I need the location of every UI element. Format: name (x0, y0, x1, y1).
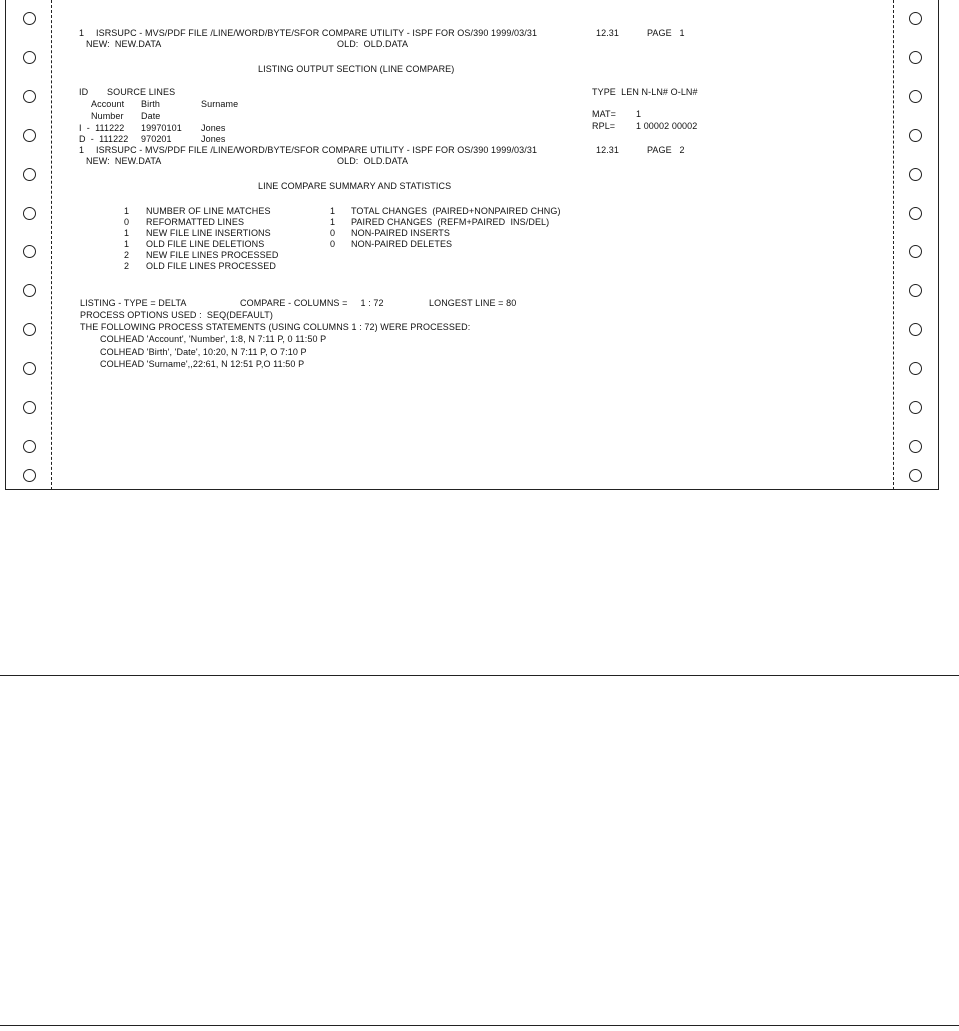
feed-hole (909, 469, 922, 482)
feed-hole (23, 401, 36, 414)
divider-line (0, 675, 959, 676)
feed-hole (23, 469, 36, 482)
stat-label: TOTAL CHANGES (PAIRED+NONPAIRED CHNG) (351, 206, 561, 216)
stat-value: 2 (124, 261, 130, 271)
summary-title: LINE COMPARE SUMMARY AND STATISTICS (258, 181, 452, 191)
process-options: PROCESS OPTIONS USED : SEQ(DEFAULT) (80, 310, 273, 320)
new-file-name: NEW: NEW.DATA (86, 39, 162, 49)
colhead-surname: Surname (201, 99, 239, 109)
header-line-number: 1 (79, 145, 85, 155)
right-perforation-line (893, 0, 894, 490)
longest-line: LONGEST LINE = 80 (429, 298, 517, 308)
source-lines-header: SOURCE LINES (107, 87, 176, 97)
feed-hole (909, 362, 922, 375)
old-file-name: OLD: OLD.DATA (337, 39, 409, 49)
stat-label: OLD FILE LINE DELETIONS (146, 239, 265, 249)
feed-hole (909, 129, 922, 142)
stat-value: 0 (124, 217, 130, 227)
mat-value: 1 (636, 109, 642, 119)
colhead-birth: Birth (141, 99, 161, 109)
stat-label: NEW FILE LINES PROCESSED (146, 250, 279, 260)
rpl-label: RPL= (592, 121, 616, 131)
delete-row-date: 970201 (141, 134, 172, 144)
stat-label: NEW FILE LINE INSERTIONS (146, 228, 271, 238)
feed-hole (909, 401, 922, 414)
feed-hole (23, 440, 36, 453)
divider-line (0, 1025, 959, 1026)
header-line-number: 1 (79, 28, 85, 38)
feed-hole (23, 12, 36, 25)
stat-value: 0 (330, 228, 336, 238)
feed-hole (909, 440, 922, 453)
header-time: 12.31 (596, 28, 620, 38)
feed-hole (23, 207, 36, 220)
colhead-statement: COLHEAD 'Birth', 'Date', 10:20, N 7:11 P, O 7:10 P (100, 347, 307, 357)
header-title: ISRSUPC - MVS/PDF FILE /LINE/WORD/BYTE/SFOR COMPARE UTILITY - ISPF FOR OS/390 1999/03/31 (96, 145, 538, 155)
stat-label: REFORMATTED LINES (146, 217, 245, 227)
feed-hole (909, 168, 922, 181)
listing-type: LISTING - TYPE = DELTA (80, 298, 187, 308)
colhead-statement: COLHEAD 'Surname',,22:61, N 12:51 P,O 11:50 P (100, 359, 305, 369)
process-statements-header: THE FOLLOWING PROCESS STATEMENTS (USING COLUMNS 1 : 72) WERE PROCESSED: (80, 322, 471, 332)
feed-hole (23, 323, 36, 336)
colhead-number: Number (91, 111, 124, 121)
compare-columns: COMPARE - COLUMNS = 1 : 72 (240, 298, 384, 308)
feed-hole (909, 207, 922, 220)
stat-label: OLD FILE LINES PROCESSED (146, 261, 276, 271)
insert-row-date: 19970101 (141, 123, 182, 133)
feed-hole (23, 129, 36, 142)
insert-row-id: I - 111222 (79, 123, 125, 133)
type-column-header: TYPE LEN N-LN# O-LN# (592, 87, 698, 97)
stat-value: 1 (124, 206, 130, 216)
feed-hole (23, 168, 36, 181)
colhead-statement: COLHEAD 'Account', 'Number', 1:8, N 7:11 P, 0 11:50 P (100, 334, 327, 344)
section-title: LISTING OUTPUT SECTION (LINE COMPARE) (258, 64, 455, 74)
feed-hole (23, 51, 36, 64)
header-time: 12.31 (596, 145, 620, 155)
header-page: PAGE 2 (647, 145, 685, 155)
delete-row-name: Jones (201, 134, 226, 144)
feed-hole (23, 245, 36, 258)
insert-row-name: Jones (201, 123, 226, 133)
feed-hole (909, 51, 922, 64)
colhead-date: Date (141, 111, 161, 121)
feed-hole (909, 12, 922, 25)
stat-value: 0 (330, 239, 336, 249)
stat-label: PAIRED CHANGES (REFM+PAIRED INS/DEL) (351, 217, 550, 227)
mat-label: MAT= (592, 109, 616, 119)
stat-value: 2 (124, 250, 130, 260)
header-page: PAGE 1 (647, 28, 685, 38)
new-file-name: NEW: NEW.DATA (86, 156, 162, 166)
feed-hole (23, 90, 36, 103)
header-title: ISRSUPC - MVS/PDF FILE /LINE/WORD/BYTE/SFOR COMPARE UTILITY - ISPF FOR OS/390 1999/03/31 (96, 28, 538, 38)
feed-hole (23, 362, 36, 375)
id-column-header: ID (79, 87, 89, 97)
stat-value: 1 (124, 228, 130, 238)
delete-row-id: D - 111222 (79, 134, 129, 144)
feed-hole (909, 284, 922, 297)
feed-hole (909, 323, 922, 336)
stat-value: 1 (330, 217, 336, 227)
stat-label: NUMBER OF LINE MATCHES (146, 206, 271, 216)
feed-hole (909, 90, 922, 103)
colhead-account: Account (91, 99, 125, 109)
stat-label: NON-PAIRED DELETES (351, 239, 453, 249)
rpl-value: 1 00002 00002 (636, 121, 698, 131)
stat-value: 1 (330, 206, 336, 216)
feed-hole (23, 284, 36, 297)
feed-hole (909, 245, 922, 258)
stat-label: NON-PAIRED INSERTS (351, 228, 450, 238)
old-file-name: OLD: OLD.DATA (337, 156, 409, 166)
left-perforation-line (51, 0, 52, 490)
stat-value: 1 (124, 239, 130, 249)
